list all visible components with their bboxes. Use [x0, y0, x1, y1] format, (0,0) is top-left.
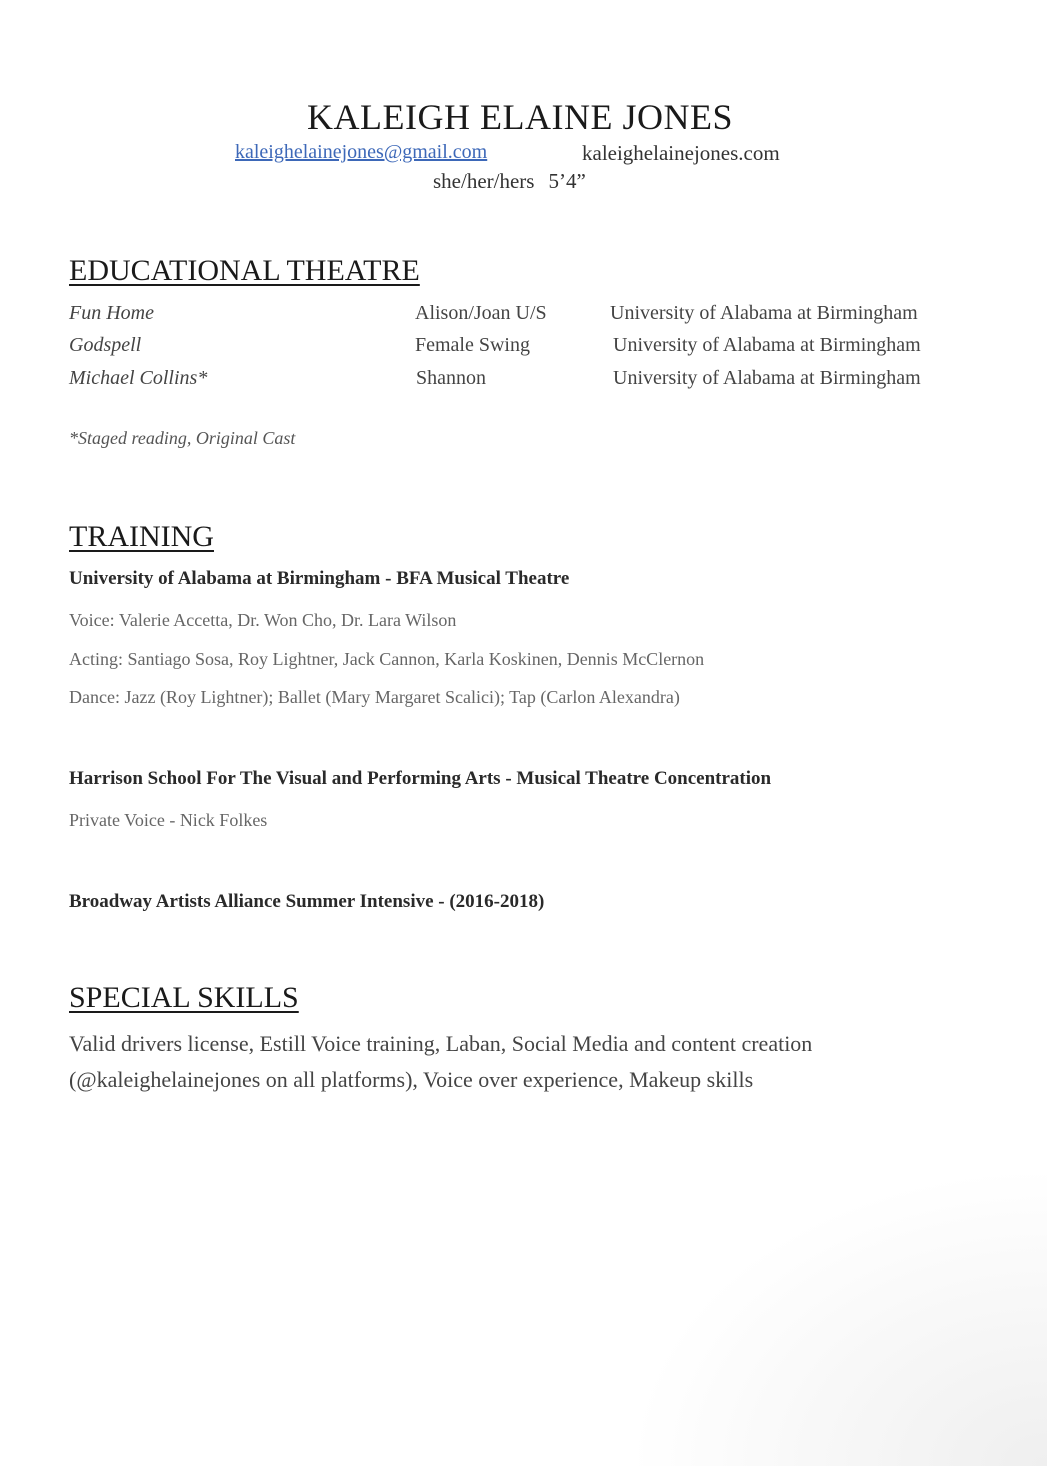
credit-show: Godspell [69, 334, 142, 356]
page-shadow [627, 1166, 1047, 1466]
special-skills-heading: SPECIAL SKILLS [69, 981, 299, 1014]
educational-theatre-heading: EDUCATIONAL THEATRE [69, 254, 420, 287]
training-detail: Voice: Valerie Accetta, Dr. Won Cho, Dr. Lara Wilson [69, 610, 457, 630]
credit-row [0, 367, 1047, 395]
credit-show: Michael Collins* [69, 367, 208, 389]
credit-venue: University of Alabama at Birmingham [613, 334, 921, 356]
training-detail: Acting: Santiago Sosa, Roy Lightner, Jack Cannon, Karla Koskinen, Dennis McClernon [69, 649, 705, 669]
credit-show: Fun Home [69, 302, 154, 324]
credit-venue: University of Alabama at Birmingham [613, 367, 921, 389]
height: 5’4” [548, 169, 586, 193]
credit-role: Alison/Joan U/S [415, 302, 547, 324]
training-program-title: Broadway Artists Alliance Summer Intensive - (2016-2018) [69, 891, 545, 912]
training-program-title: University of Alabama at Birmingham - BFA Musical Theatre [69, 568, 570, 589]
credit-row [0, 302, 1047, 330]
credit-role: Female Swing [415, 334, 530, 356]
credit-venue: University of Alabama at Birmingham [610, 302, 918, 324]
pronouns: she/her/hers [433, 169, 535, 193]
credit-role: Shannon [416, 367, 486, 389]
resume-name: KALEIGH ELAINE JONES [307, 97, 733, 137]
pronouns-line [433, 169, 586, 194]
training-detail: Private Voice - Nick Folkes [69, 810, 268, 830]
website-text: kaleighelainejones.com [582, 141, 780, 165]
training-heading: TRAINING [69, 520, 214, 553]
training-detail: Dance: Jazz (Roy Lightner); Ballet (Mary Margaret Scalici); Tap (Carlon Alexandra) [69, 687, 680, 707]
special-skills-text: Valid drivers license, Estill Voice training, Laban, Social Media and content creation (@kaleighelainejones on all platforms), Voice over experience, Makeup skills [69, 1031, 813, 1092]
staged-reading-note: *Staged reading, Original Cast [69, 428, 296, 448]
credit-row [0, 334, 1047, 362]
training-program-title: Harrison School For The Visual and Performing Arts - Musical Theatre Concentration [69, 768, 772, 789]
email-link[interactable]: kaleighelainejones@gmail.com [235, 141, 488, 163]
